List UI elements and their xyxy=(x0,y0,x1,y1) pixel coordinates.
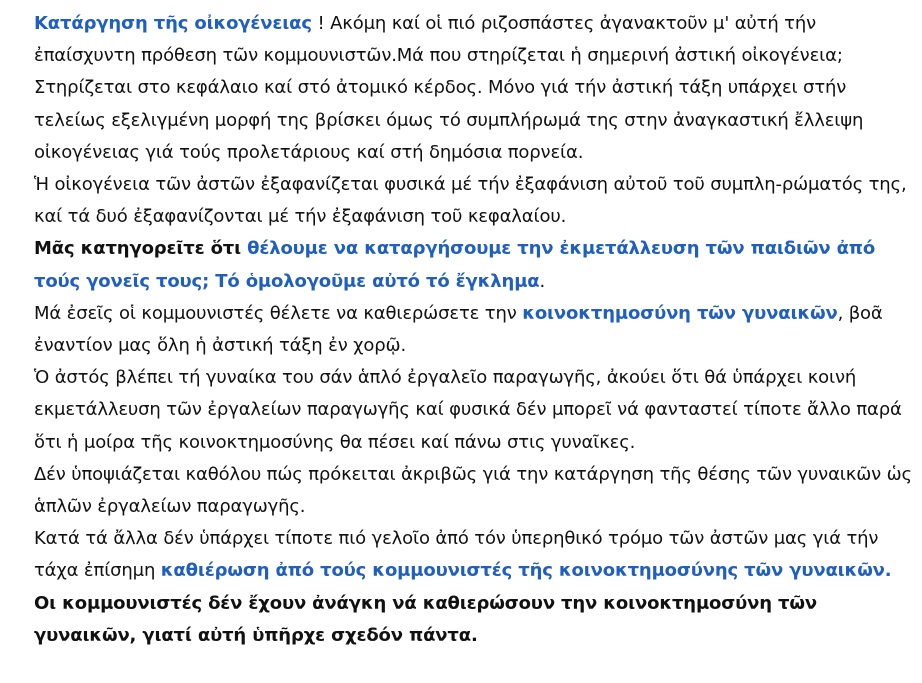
highlight-community-of-women: κοινοκτημοσύνη τῶν γυναικῶν xyxy=(522,302,838,324)
paragraph-abolition-of-status xyxy=(34,459,914,523)
paragraph-lead: Μά ἐσεῖς οἱ κομμουνιστές θέλετε να καθιερώσετε την xyxy=(34,302,523,324)
paragraph-tail: , βοᾶ ἐναντίον μας ὅλη ἡ ἀστική τάξη ἐν χορῷ. xyxy=(34,302,883,357)
highlight-official-establishment: καθιέρωση ἀπό τούς κομμουνιστές τῆς κοινοκτημοσύνης τῶν γυναικῶν. xyxy=(160,560,892,582)
paragraph-exploitation-of-children xyxy=(34,233,914,297)
bold-lead-text: Μᾶς κατηγορεῖτε ὅτι xyxy=(34,238,248,260)
paragraph-moral-indignation xyxy=(34,523,914,652)
paragraph-text: ! Ακόμη καί οἱ πιό ριζοσπάστες ἀγανακτοῦν μ' αὐτή τήν ἐπαίσχυντη πρόθεση τῶν κομμουνιστῶν.Μά που στηρίζεται ἡ σημερινή ἀστική οἰκογένεια; Στηρίζεται στο κεφάλαιο καί στό ἀτομικό κέρδος. Μόνο γιά τήν ἀστική τάξη υπάρχει στήν τελείως εξελιγμένη μορφή της βρίσκει όμως τό συμπλήρωμά της στην ἀναγκαστική ἔλλειψη οἰκογένειας γιά τούς προλετάριους καί στή δημόσια πορνεία. xyxy=(34,13,864,163)
paragraph-tail: . xyxy=(539,270,546,292)
highlight-exploitation-of-children: θέλουμε να καταργήσουμε την ἐκμετάλλευση τῶν παιδιῶν ἀπό τούς γονεῖς τους; Τό ὁμολογοῦμε αὐτό τό ἔγκλημα xyxy=(34,238,876,292)
paragraph-instrument-of-production xyxy=(34,362,914,459)
paragraph-bourgeois-family-disappears xyxy=(34,169,914,233)
paragraph-text: Δέν ὑποψιάζεται καθόλου πώς πρόκειται ἀκριβῶς γιά την κατάργηση τῆς θέσης τῶν γυναικῶν ὡς ἁπλῶν ἐργαλείων παραγωγῆς. xyxy=(34,463,912,518)
paragraph-abolition-of-family xyxy=(34,8,914,169)
paragraph-text: Ὁ ἀστός βλέπει τή γυναίκα του σάν ἁπλό ἐργαλεῖο παραγωγῆς, ἀκούει ὅτι θά ὑπάρχει κοινή εκμετάλλευση τῶν ἐργαλείων παραγωγῆς καί φυσικά δέν μπορεῖ νά φανταστεί τίποτε ἄλλο παρά ὅτι ἡ μοίρα τῆς κοινοκτημοσύνης θα πέσει καί πάνω στις γυναῖκες. xyxy=(34,367,902,453)
document-body xyxy=(34,8,914,652)
paragraph-text: Ἡ οἰκογένεια τῶν ἀστῶν ἐξαφανίζεται φυσικά μέ τήν ἐξαφάνιση αὐτοῦ τοῦ συμπλη-ρώματός της, καί τά δυό ἐξαφανίζονται μέ τήν ἐξαφάνιση τοῦ κεφαλαίου. xyxy=(34,174,907,228)
highlight-abolition-of-family: Κατάργηση τῆς οἰκογένειας xyxy=(34,13,312,34)
bold-closing-text: Οι κομμουνιστές δέν ἔχουν ἀνάγκη νά καθιερώσουν την κοινοκτημοσύνη τῶν γυναικῶν, γιατί αὐτή ὑπῆρχε σχεδόν πάντα. xyxy=(34,592,817,646)
paragraph-community-of-women xyxy=(34,298,914,362)
paragraph-lead: Κατά τά ἄλλα δέν ὑπάρχει τίποτε πιό γελοῖο ἀπό τόν ὑπερηθικό τρόμο τῶν ἀστῶν μας γιά τήν τάχα ἐπίσημη xyxy=(34,528,879,582)
